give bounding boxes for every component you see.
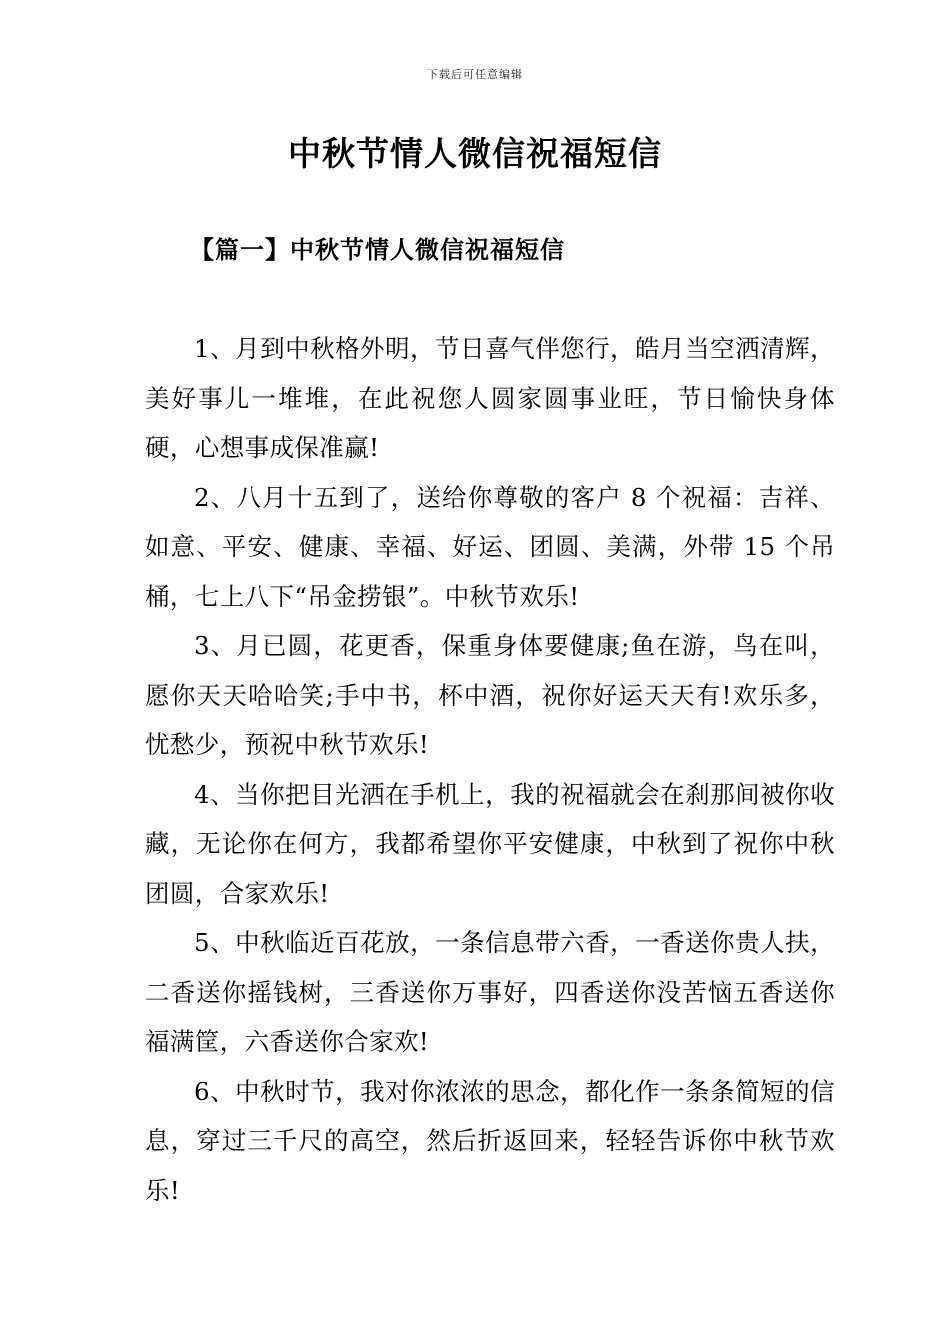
paragraph: 3、月已圆，花更香，保重身体要健康;鱼在游，鸟在叫，愿你天天哈哈笑;手中书，杯中酒，祝你好运天天有!欢乐多，忧愁少，预祝中秋节欢乐! xyxy=(145,631,835,759)
section-heading: 【篇一】中秋节情人微信祝福短信 xyxy=(190,235,565,264)
paragraph: 1、月到中秋格外明，节日喜气伴您行，皓月当空洒清辉，美好事儿一堆堆，在此祝您人圆家圆事业旺，节日愉快身体硬，心想事成保准赢! xyxy=(145,334,835,462)
paragraph: 6、中秋时节，我对你浓浓的思念，都化作一条条简短的信息，穿过三千尺的高空，然后折返回来，轻轻告诉你中秋节欢乐! xyxy=(145,1076,835,1205)
paragraph: 4、当你把目光洒在手机上，我的祝福就会在刹那间被你收藏，无论你在何方，我都希望你平安健康，中秋到了祝你中秋团圆，合家欢乐! xyxy=(145,779,835,908)
paragraph: 2、八月十五到了，送给你尊敬的客户 8 个祝福：吉祥、如意、平安、健康、幸福、好运、团圆、美满，外带 15 个吊桶，七上八下“吊金捞银”。中秋节欢乐! xyxy=(145,482,835,611)
document-body xyxy=(145,324,835,1215)
paragraph: 5、中秋临近百花放，一条信息带六香，一香送你贵人扶，二香送你摇钱树，三香送你万事好，四香送你没苦恼五香送你福满筐，六香送你合家欢! xyxy=(145,928,835,1056)
header-note: 下载后可任意编辑 xyxy=(427,68,523,81)
page-title: 中秋节情人微信祝福短信 xyxy=(288,134,662,173)
